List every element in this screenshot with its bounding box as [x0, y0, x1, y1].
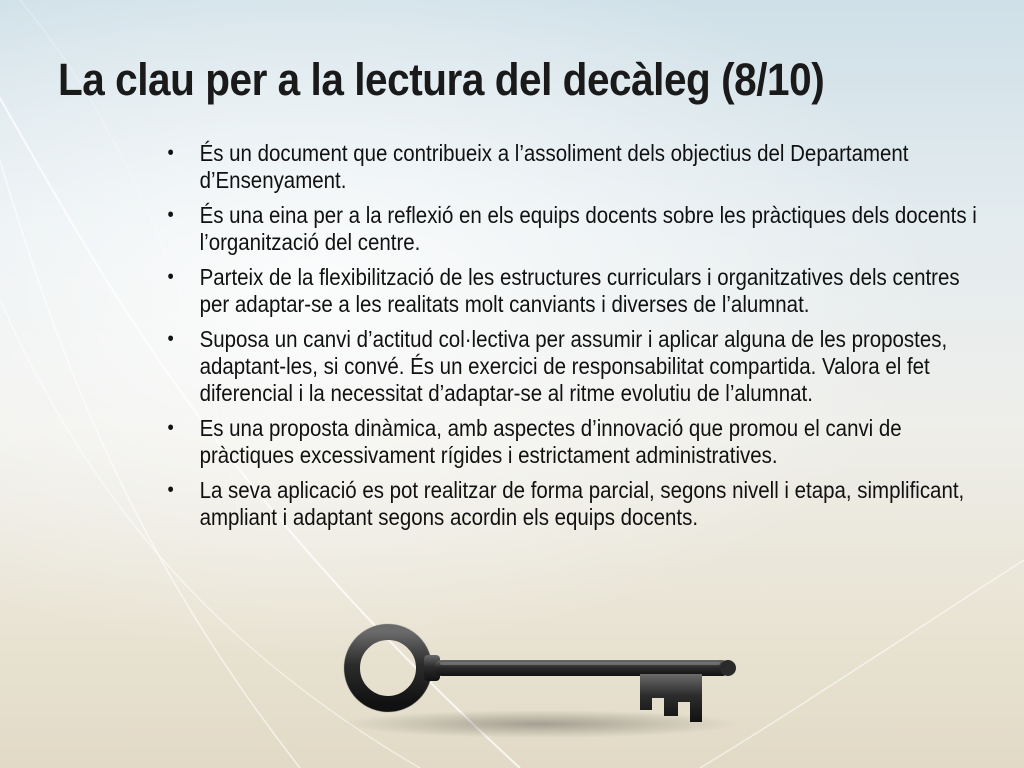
bullet-item — [164, 415, 992, 469]
key-icon — [330, 612, 750, 742]
bullet-marker: • — [167, 479, 174, 501]
bullet-item — [164, 326, 992, 407]
bullet-text: Es una proposta dinàmica, amb aspectes d’innovació que promou el canvi de pràctiques excessivament rígides i estrictament administratives. — [199, 415, 902, 468]
bullet-marker: • — [167, 417, 174, 439]
bullet-marker: • — [167, 204, 174, 226]
slide-title: La clau per a la lectura del decàleg (8/10) — [58, 54, 825, 105]
bullet-text: És un document que contribueix a l’assoliment dels objectius del Departament d’Ensenyament. — [199, 140, 909, 193]
bullet-item — [164, 264, 992, 318]
bullet-item — [164, 477, 992, 531]
bullet-item — [164, 140, 992, 194]
bullet-text: És una eina per a la reflexió en els equips docents sobre les pràctiques dels docents i l’organització del centre. — [199, 202, 977, 255]
bullet-list — [164, 140, 992, 539]
bullet-text: Parteix de la flexibilització de les estructures curriculars i organitzatives dels centres per adaptar-se a les realitats molt canviants i diverses de l’alumnat. — [199, 264, 960, 317]
bullet-marker: • — [167, 142, 174, 164]
bullet-text: Suposa un canvi d’actitud col·lectiva per assumir i aplicar alguna de les propostes, adaptant-les, si convé. És un exercici de responsabilitat compartida. Valora el fet diferencial i la necessitat d’adaptar-se al ritme evolutiu de l’alumnat. — [199, 326, 948, 406]
bullet-item — [164, 202, 992, 256]
bullet-text: La seva aplicació es pot realitzar de forma parcial, segons nivell i etapa, simplificant, ampliant i adaptant segons acordin els equips docents. — [199, 477, 965, 530]
bullet-marker: • — [167, 266, 174, 288]
bullet-marker: • — [167, 328, 174, 350]
